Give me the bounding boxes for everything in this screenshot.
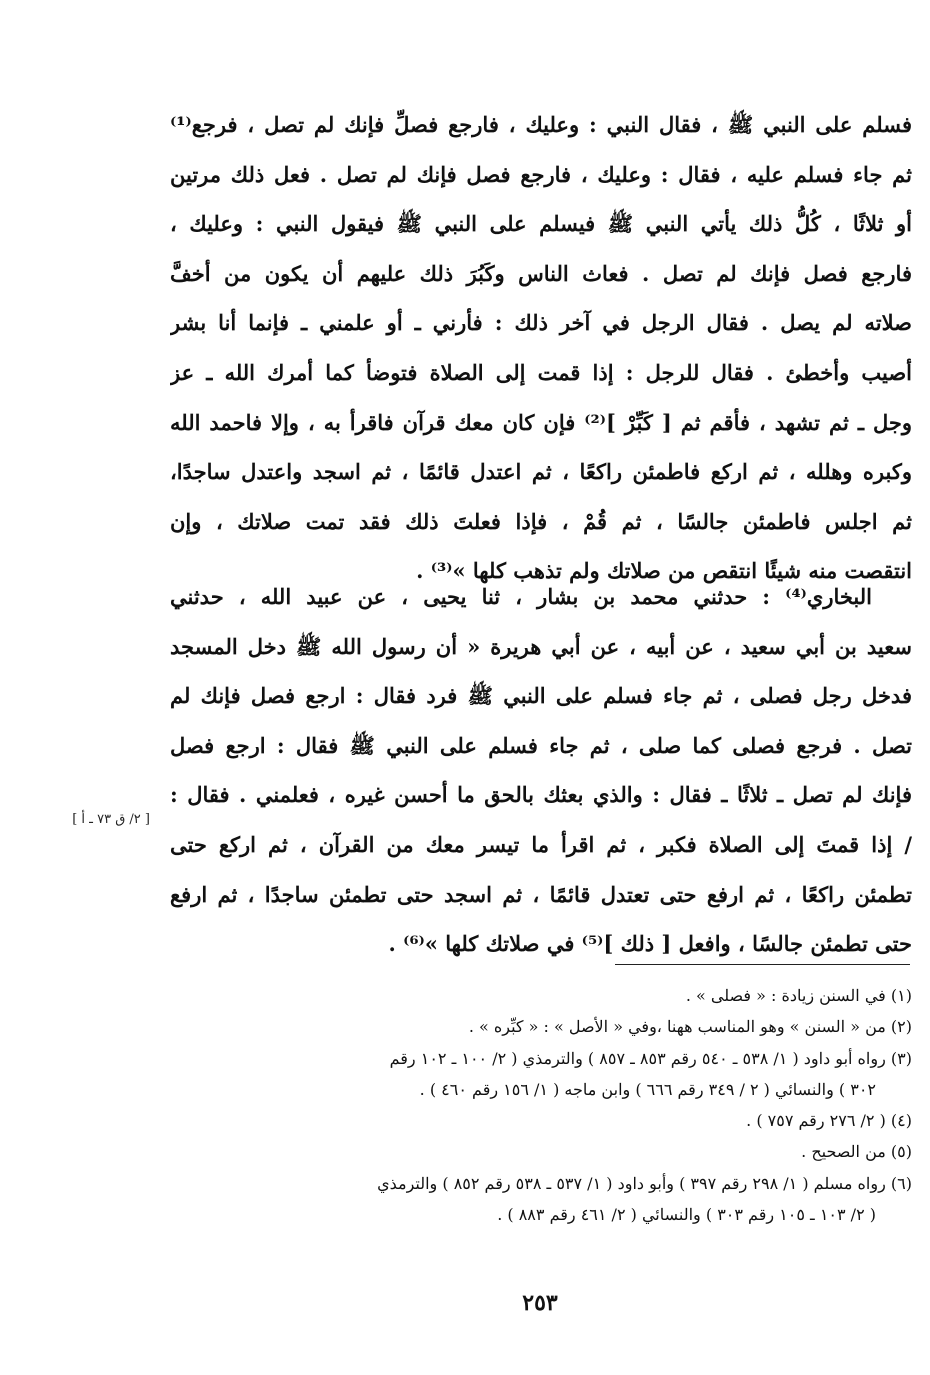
- text-line: فسلم على النبي ﷺ ، فقال النبي : وعليك ، فارجع فصلِّ فإنك لم تصل ، فرجع⁽¹⁾: [170, 112, 912, 137]
- page-number: ٢٥٣: [522, 1290, 558, 1316]
- text-line: سعيد بن أبي سعيد ، عن أبيه ، عن أبي هريرة « أن رسول الله ﷺ دخل المسجد: [170, 633, 912, 659]
- text-line: ثم اجلس فاطمئن جالسًا ، ثم قُمْ ، فإذا فعلتَ ذلك فقد تمت صلاتك ، وإن: [170, 508, 912, 534]
- text-line: فارجع فصل فإنك لم تصل . فعاث الناس وكَبُرَ ذلك عليهم أن يكون من أخفَّ: [170, 260, 912, 286]
- main-paragraph-2: [170, 572, 912, 969]
- manuscript-folio-reference: [ ٢/ ق ٧٣ ـ أ ]: [72, 812, 150, 827]
- text-line: أو ثلاثًا ، كُلُّ ذلك يأتي النبي ﷺ فيسلم على النبي ﷺ فيقول النبي : وعليك ،: [170, 211, 912, 237]
- text-line: حتى تطمئن جالسًا ، وافعل [ ذلك ]⁽⁵⁾ في صلاتك كلها »⁽⁶⁾ .: [388, 931, 912, 957]
- footnote-continuation: ( ٢/ ١٠٣ ـ ١٠٥ رقم ٣٠٣ ) والنسائي ( ٢/ ٤٦١ رقم ٨٨٣ ) .: [497, 1205, 876, 1225]
- text-line: تطمئن راكعًا ، ثم ارفع حتى تعتدل قائمًا ، ثم اسجد حتى تطمئن ساجدًا ، ثم ارفع: [170, 881, 912, 907]
- footnote: (١) في السنن زيادة : « فصلى » .: [685, 986, 912, 1005]
- text-line: أصيب وأخطئ . فقال للرجل : إذا قمت إلى الصلاة فتوضأ كما أمرك الله ـ عز: [170, 359, 912, 385]
- footnote-separator: [615, 964, 910, 965]
- footnotes: [170, 980, 912, 1230]
- text-line: ثم جاء فسلم عليه ، فقال : وعليك ، فارجع فصل فإنك لم تصل . فعل ذلك مرتين: [170, 161, 912, 187]
- main-paragraph-1: [170, 100, 912, 596]
- text-line: فدخل رجل فصلى ، ثم جاء فسلم على النبي ﷺ فرد فقال : ارجع فصل فإنك لم: [170, 683, 912, 709]
- text-line: صلاته لم يصل . فقال الرجل في آخر ذلك : فأرني ـ أو علمني ـ فإنما أنا بشر: [170, 310, 912, 336]
- text-line: / إذا قمتَ إلى الصلاة فكبر ، ثم اقرأ ما تيسر معك من القرآن ، ثم اركع حتى: [170, 831, 912, 857]
- text-line: تصل . فرجع فصلى كما صلى ، ثم جاء فسلم على النبي ﷺ فقال : ارجع فصل: [170, 732, 912, 758]
- footnote: (٢) من « السنن » وهو المناسب ههنا ،وفي « الأصل » : « كبِّره » .: [468, 1017, 912, 1037]
- text-line: وجل ـ ثم تشهد ، فأقم ثم [ كَبِّرْ ]⁽²⁾ فإن كان معك قرآن فاقرأ به ، وإلا فاحمد الله: [170, 409, 912, 435]
- text-line: فإنك لم تصل ـ ثلاثًا ـ فقال : والذي بعثك بالحق ما أحسن غيره ، فعلمني . فقال :: [170, 782, 912, 808]
- footnote: (٦) رواه مسلم ( ١/ ٢٩٨ رقم ٣٩٧ ) وأبو داود ( ١/ ٥٣٧ ـ ٥٣٨ رقم ٨٥٢ ) والترمذي: [377, 1173, 912, 1193]
- text-line: وكبره وهلله ، ثم اركع فاطمئن راكعًا ، ثم اعتدل قائمًا ، ثم اسجد واعتدل ساجدًا،: [170, 459, 912, 485]
- footnote: (٣) رواه أبو داود ( ١/ ٥٣٨ ـ ٥٤٠ رقم ٨٥٣ ـ ٨٥٧ ) والترمذي ( ٢/ ١٠٠ ـ ١٠٢ رقم: [389, 1048, 912, 1068]
- footnote-continuation: ٣٠٢ ) والنسائي ( ٢ / ٣٤٩ رقم ٦٦٦ ) وابن ماجه ( ١/ ١٥٦ رقم ٤٦٠ ) .: [419, 1079, 876, 1099]
- text-line: البخاري⁽⁴⁾ : حدثني محمد بن بشار ، ثنا يحيى ، عن عبيد الله ، حدثني: [170, 584, 872, 609]
- footnote: (٥) من الصحيح .: [801, 1142, 912, 1162]
- text-line: انتقصت منه شيئًا انتقص من صلاتك ولم تذهب كلها »⁽³⁾ .: [416, 558, 912, 584]
- footnote: (٤) ( ٢/ ٢٧٦ رقم ٧٥٧ ) .: [746, 1111, 912, 1131]
